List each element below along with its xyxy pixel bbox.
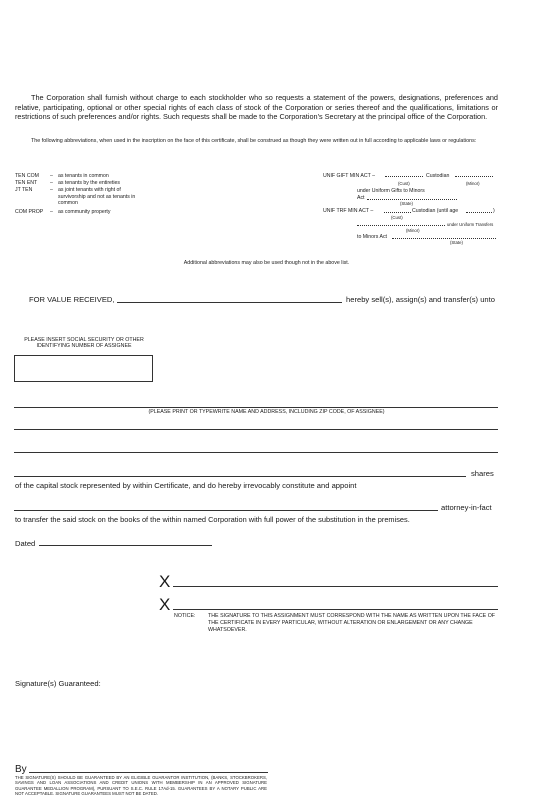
- notice-label: NOTICE:: [174, 613, 196, 619]
- notice-text: THE SIGNATURE TO THIS ASSIGNMENT MUST CORRESPOND WITH THE NAME AS WRITTEN UPON THE FACE OF THE CERTIFICATE IN EVERY PARTICULAR, WITHOUT ALTERATION OR ENLARGEMENT OR ANY CHANGE WHATSOEVER.: [208, 613, 496, 633]
- signature-guaranteed-label: Signature(s) Guaranteed:: [15, 679, 101, 688]
- trf-minor-field[interactable]: [357, 225, 445, 226]
- trf-state-field[interactable]: [392, 238, 496, 239]
- gift-state-field[interactable]: [367, 199, 457, 200]
- gift-minor-field[interactable]: [455, 176, 493, 177]
- assignee-address-line[interactable]: [14, 429, 498, 430]
- gift-state-caption: (State): [400, 201, 413, 206]
- guarantor-signature-line[interactable]: [29, 772, 268, 773]
- abbrev-dash: –: [50, 209, 53, 215]
- intro-paragraph: The Corporation shall furnish without charge to each stockholder who so requests a statement of the powers, designations, preferences and relative, participating, optional or other special rights of each class of stock of the Corporation or series thereof and the qualifications, limitations or restrictions of such preferences and/or rights. Such requests shall be made to the Corporation's Secretary at the principal office of the Corporation.: [15, 93, 498, 122]
- attorney-line[interactable]: [14, 510, 438, 511]
- abbrev-meaning: as tenants by the entireties: [58, 180, 120, 186]
- trf-min-act-code: UNIF TRF MIN ACT –: [323, 208, 374, 214]
- trf-custodian-label: Custodian (until age: [412, 208, 459, 214]
- ssn-input-box[interactable]: [14, 355, 153, 382]
- dated-label: Dated: [15, 539, 36, 548]
- signature-x-mark: X: [159, 595, 171, 614]
- signature-line[interactable]: [173, 609, 498, 610]
- shares-label: shares: [471, 469, 494, 478]
- dated-line[interactable]: [39, 545, 212, 546]
- gift-under-text: under Uniform Gifts to Minors: [357, 188, 425, 194]
- guarantee-note: THE SIGNATURE(S) SHOULD BE GUARANTEED BY AN ELIGIBLE GUARANTOR INSTITUTION, (BANKS, STOCKBROKERS, SAVINGS AND LOAN ASSOCIATIONS AND CREDIT UNIONS WITH MEMBERSHIP IN AN APPROVED SIGNATURE GUARANTEE MEDALLION PROGRAM), PURSUANT TO S.E.C. RULE 17Ad-15. GUARANTEES BY A NOTARY PUBLIC ARE NOT ACCEPTABLE. SIGNATURE GUARANTEES MUST NOT BE DATED.: [15, 775, 267, 796]
- signature-line[interactable]: [173, 586, 498, 587]
- abbrev-code: TEN COM: [15, 173, 39, 179]
- trf-to-minors-act: to Minors Act: [357, 234, 387, 240]
- trf-cust-caption: (Cust): [391, 215, 403, 220]
- capital-stock-text: of the capital stock represented by within Certificate, and do hereby irrevocably constitute and appoint: [15, 481, 357, 490]
- assignee-address-line[interactable]: [14, 452, 498, 453]
- trf-minor-caption: (Minor): [406, 228, 420, 233]
- by-label: By: [15, 764, 27, 775]
- transfer-text: to transfer the said stock on the books of the within named Corporation with full power of the substitution in the premises.: [15, 515, 410, 524]
- abbrev-dash: –: [50, 187, 53, 193]
- abbrev-meaning: as joint tenants with right of survivorship and not as tenants in common: [58, 187, 136, 206]
- abbrev-meaning: as community property: [58, 209, 111, 215]
- ssn-label: PLEASE INSERT SOCIAL SECURITY OR OTHER IDENTIFYING NUMBER OF ASSIGNEE: [24, 337, 144, 350]
- trf-under-transfers: under Uniform Transfers: [447, 222, 494, 227]
- abbrev-dash: –: [50, 173, 53, 179]
- gift-minor-caption: (Minor): [466, 181, 480, 186]
- abbrev-code: COM PROP: [15, 209, 44, 215]
- abbrev-dash: –: [50, 180, 53, 186]
- abbrev-code: TEN ENT: [15, 180, 38, 186]
- abbrev-meaning: as tenants in common: [58, 173, 109, 179]
- value-received-label: FOR VALUE RECEIVED,: [29, 295, 115, 304]
- trf-custodian-field[interactable]: [384, 212, 411, 213]
- abbreviations-intro: The following abbreviations, when used in the inscription on the face of this certificate, shall be construed as though they were written out in full according to applicable laws or regulations:: [31, 138, 477, 144]
- gift-min-act-code: UNIF GIFT MIN ACT –: [323, 173, 375, 179]
- gift-cust-caption: (Cust): [398, 181, 410, 186]
- signature-x-mark: X: [159, 572, 171, 591]
- sell-assign-text: hereby sell(s), assign(s) and transfer(s) unto: [346, 295, 495, 304]
- shares-line[interactable]: [14, 476, 466, 477]
- trf-state-caption: (State): [450, 240, 463, 245]
- gift-custodian-label: Custodian: [426, 173, 450, 179]
- gift-act-label: Act: [357, 195, 365, 201]
- abbrev-code: JT TEN: [15, 187, 33, 193]
- trf-close-paren: ): [493, 208, 495, 214]
- assignee-name-line[interactable]: [14, 407, 498, 408]
- gift-custodian-field[interactable]: [385, 176, 423, 177]
- assignor-line[interactable]: [117, 302, 342, 303]
- trf-age-field[interactable]: [466, 212, 492, 213]
- print-name-caption: (PLEASE PRINT OR TYPEWRITE NAME AND ADDRESS, INCLUDING ZIP CODE, OF ASSIGNEE): [148, 409, 385, 415]
- additional-abbrev-note: Additional abbreviations may also be used though not in the above list.: [183, 260, 350, 266]
- attorney-label: attorney-in-fact: [441, 503, 492, 512]
